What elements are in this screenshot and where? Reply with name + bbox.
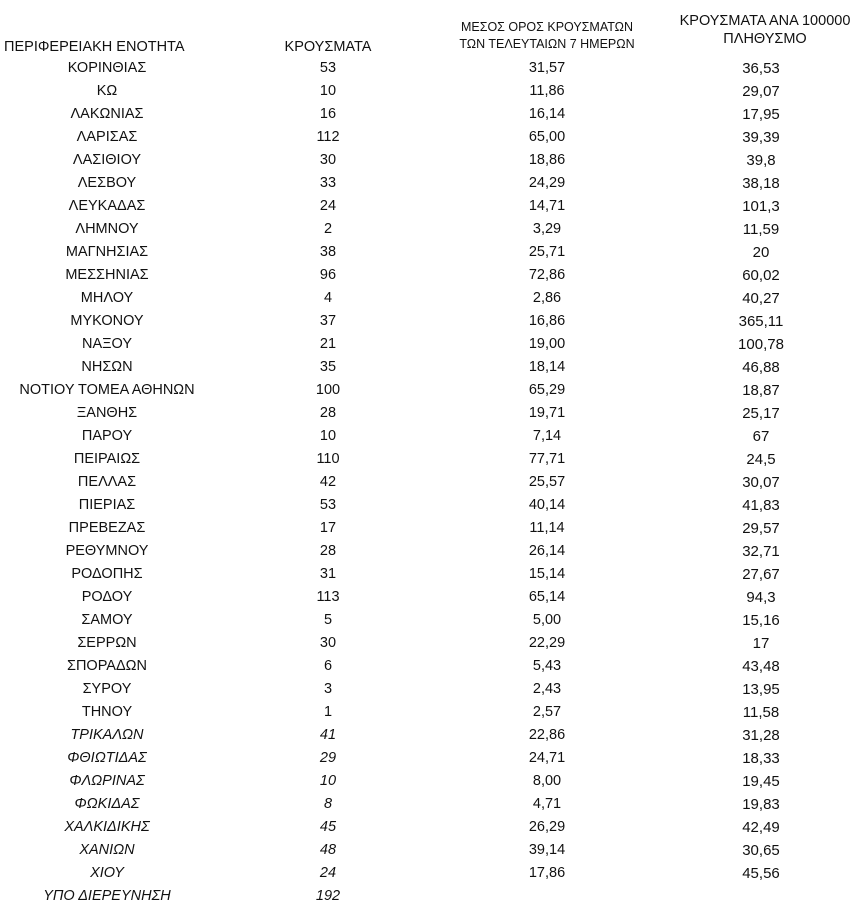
per-100000-cell: 31,28 <box>742 727 780 744</box>
average-cell: 5,00 <box>532 612 562 628</box>
region-cell: ΝΟΤΙΟΥ ΤΟΜΕΑ ΑΘΗΝΩΝ <box>19 382 195 398</box>
cases-cell: 28 <box>319 543 337 559</box>
average-cell: 2,86 <box>532 290 562 306</box>
cases-cell: 42 <box>319 474 337 490</box>
cases-cell: 30 <box>319 635 337 651</box>
header-per-line1: ΚΡΟΥΣΜΑΤΑ ΑΝΑ 100000 <box>679 13 851 29</box>
average-cell: 5,43 <box>532 658 562 674</box>
per-100000-cell: 18,87 <box>742 382 780 399</box>
average-cell: 65,00 <box>528 129 566 145</box>
per-100000-cell: 18,33 <box>742 750 780 767</box>
per-100000-cell: 39,8 <box>746 152 776 169</box>
cases-cell: 16 <box>319 106 337 122</box>
per-100000-cell: 67 <box>752 428 770 445</box>
average-cell: 39,14 <box>528 842 566 858</box>
average-cell: 11,14 <box>529 520 565 536</box>
region-cell: ΡΟΔΟΠΗΣ <box>71 566 143 582</box>
average-cell: 25,57 <box>528 474 566 490</box>
table-row <box>0 817 868 840</box>
region-cell: ΜΕΣΣΗΝΙΑΣ <box>65 267 149 283</box>
average-cell: 65,29 <box>528 382 566 398</box>
average-cell: 40,14 <box>528 497 566 513</box>
table-row <box>0 725 868 748</box>
average-cell: 77,71 <box>528 451 566 467</box>
table-row <box>0 495 868 518</box>
data-table <box>0 58 868 909</box>
cases-cell: 28 <box>319 405 337 421</box>
table-row <box>0 702 868 725</box>
average-cell: 18,14 <box>528 359 566 375</box>
table-row <box>0 748 868 771</box>
cases-cell: 10 <box>319 83 337 99</box>
region-cell: ΧΑΛΚΙΔΙΚΗΣ <box>64 819 150 835</box>
average-cell: 72,86 <box>528 267 566 283</box>
region-cell: ΣΑΜΟΥ <box>81 612 133 628</box>
region-cell: ΦΛΩΡΙΝΑΣ <box>69 773 145 789</box>
average-cell: 16,86 <box>528 313 566 329</box>
table-row <box>0 380 868 403</box>
table-row <box>0 840 868 863</box>
cases-cell: 6 <box>323 658 333 674</box>
per-100000-cell: 101,3 <box>742 198 780 215</box>
cases-cell: 8 <box>323 796 333 812</box>
table-row <box>0 656 868 679</box>
per-100000-cell: 32,71 <box>742 543 780 560</box>
per-100000-cell: 39,39 <box>742 129 780 146</box>
per-100000-cell: 42,49 <box>742 819 780 836</box>
header-per-line2: ΠΛΗΘΥΣΜΟ <box>723 31 807 47</box>
table-row <box>0 150 868 173</box>
region-cell: ΛΑΚΩΝΙΑΣ <box>70 106 144 122</box>
table-row <box>0 587 868 610</box>
header-average-line2: ΤΩΝ ΤΕΛΕΥΤΑΙΩΝ 7 ΗΜΕΡΩΝ <box>459 37 635 51</box>
cases-cell: 33 <box>319 175 337 191</box>
table-row <box>0 403 868 426</box>
table-row <box>0 58 868 81</box>
average-cell: 3,29 <box>532 221 562 237</box>
table-row <box>0 334 868 357</box>
average-cell: 19,71 <box>528 405 566 421</box>
average-cell: 19,00 <box>528 336 566 352</box>
per-100000-cell: 15,16 <box>742 612 780 629</box>
cases-cell: 10 <box>319 773 337 789</box>
table-row <box>0 81 868 104</box>
per-100000-cell: 40,27 <box>742 290 780 307</box>
average-cell: 4,71 <box>532 796 562 812</box>
per-100000-cell: 11,59 <box>742 221 780 238</box>
per-100000-cell: 29,57 <box>742 520 780 537</box>
region-cell: ΣΕΡΡΩΝ <box>77 635 137 651</box>
cases-cell: 100 <box>315 382 341 398</box>
region-cell: ΛΕΣΒΟΥ <box>77 175 137 191</box>
table-row <box>0 771 868 794</box>
cases-cell: 53 <box>319 60 337 76</box>
cases-cell: 30 <box>319 152 337 168</box>
average-cell: 8,00 <box>532 773 562 789</box>
per-100000-cell: 30,07 <box>742 474 780 491</box>
region-cell: ΠΙΕΡΙΑΣ <box>78 497 136 513</box>
cases-cell: 41 <box>319 727 337 743</box>
region-cell: ΠΕΛΛΑΣ <box>77 474 137 490</box>
per-100000-cell: 38,18 <box>742 175 780 192</box>
region-cell: ΛΑΡΙΣΑΣ <box>76 129 138 145</box>
average-cell: 22,86 <box>528 727 566 743</box>
table-row <box>0 311 868 334</box>
table-row <box>0 173 868 196</box>
average-cell: 18,86 <box>528 152 566 168</box>
per-100000-cell: 25,17 <box>742 405 780 422</box>
average-cell: 24,29 <box>528 175 566 191</box>
region-cell: ΝΗΣΩΝ <box>81 359 133 375</box>
average-cell: 31,57 <box>528 60 566 76</box>
per-100000-cell: 41,83 <box>742 497 780 514</box>
header-cases: ΚΡΟΥΣΜΑΤΑ <box>284 39 372 55</box>
table-row <box>0 564 868 587</box>
average-cell: 26,14 <box>528 543 566 559</box>
table-row <box>0 541 868 564</box>
table-row <box>0 886 868 909</box>
header-average-line1: ΜΕΣΟΣ ΟΡΟΣ ΚΡΟΥΣΜΑΤΩΝ <box>460 20 634 34</box>
table-row <box>0 449 868 472</box>
average-cell: 22,29 <box>528 635 566 651</box>
cases-cell: 53 <box>319 497 337 513</box>
table-row <box>0 288 868 311</box>
cases-cell: 113 <box>316 589 340 605</box>
table-row <box>0 357 868 380</box>
per-100000-cell: 365,11 <box>738 313 784 330</box>
cases-cell: 24 <box>319 865 337 881</box>
cases-cell: 2 <box>323 221 333 237</box>
region-cell: ΜΥΚΟΝΟΥ <box>70 313 144 329</box>
region-cell: ΤΗΝΟΥ <box>81 704 133 720</box>
table-row <box>0 426 868 449</box>
region-cell: ΧΙΟΥ <box>90 865 124 881</box>
average-cell: 2,43 <box>532 681 562 697</box>
per-100000-cell: 19,45 <box>742 773 780 790</box>
per-100000-cell: 29,07 <box>742 83 780 100</box>
average-cell: 17,86 <box>528 865 566 881</box>
table-row <box>0 610 868 633</box>
average-cell: 26,29 <box>528 819 566 835</box>
region-cell: ΦΘΙΩΤΙΔΑΣ <box>67 750 147 766</box>
region-cell: ΜΗΛΟΥ <box>80 290 134 306</box>
cases-cell: 35 <box>319 359 337 375</box>
average-cell: 7,14 <box>532 428 562 444</box>
cases-cell: 3 <box>323 681 333 697</box>
region-cell: ΠΑΡΟΥ <box>81 428 133 444</box>
per-100000-cell: 13,95 <box>742 681 780 698</box>
region-cell: ΦΩΚΙΔΑΣ <box>74 796 140 812</box>
cases-cell: 21 <box>319 336 337 352</box>
region-cell: ΛΕΥΚΑΔΑΣ <box>68 198 146 214</box>
per-100000-cell: 30,65 <box>742 842 780 859</box>
per-100000-cell: 94,3 <box>746 589 776 606</box>
cases-cell: 112 <box>316 129 340 145</box>
table-row <box>0 794 868 817</box>
per-100000-cell: 100,78 <box>738 336 784 353</box>
cases-cell: 24 <box>319 198 337 214</box>
per-100000-cell: 11,58 <box>742 704 780 721</box>
cases-cell: 38 <box>319 244 337 260</box>
table-row <box>0 265 868 288</box>
cases-cell: 110 <box>316 451 340 467</box>
per-100000-cell: 19,83 <box>742 796 780 813</box>
header-region: ΠΕΡΙΦΕΡΕΙΑΚΗ ΕΝΟΤΗΤΑ <box>4 39 185 55</box>
cases-cell: 48 <box>319 842 337 858</box>
region-cell: ΡΕΘΥΜΝΟΥ <box>65 543 149 559</box>
cases-cell: 31 <box>319 566 337 582</box>
average-cell: 2,57 <box>532 704 562 720</box>
region-cell: ΝΑΞΟΥ <box>81 336 133 352</box>
cases-cell: 37 <box>319 313 337 329</box>
average-cell: 25,71 <box>528 244 566 260</box>
cases-cell: 4 <box>323 290 333 306</box>
header-average-7-days <box>446 19 648 53</box>
per-100000-cell: 24,5 <box>746 451 776 468</box>
table-row <box>0 104 868 127</box>
cases-cell: 29 <box>319 750 337 766</box>
header-cases-per-100000 <box>660 12 868 48</box>
cases-cell: 5 <box>323 612 333 628</box>
region-cell: ΡΟΔΟΥ <box>81 589 133 605</box>
table-row <box>0 196 868 219</box>
average-cell: 65,14 <box>528 589 566 605</box>
cases-cell: 1 <box>323 704 333 720</box>
region-cell: ΣΥΡΟΥ <box>82 681 132 697</box>
average-cell: 24,71 <box>528 750 566 766</box>
table-row <box>0 242 868 265</box>
average-cell: 14,71 <box>528 198 566 214</box>
per-100000-cell: 17 <box>752 635 770 652</box>
region-cell: ΠΕΙΡΑΙΩΣ <box>73 451 141 467</box>
region-cell: ΛΑΣΙΘΙΟΥ <box>72 152 142 168</box>
region-cell: ΚΩ <box>96 83 118 99</box>
per-100000-cell: 17,95 <box>742 106 780 123</box>
per-100000-cell: 46,88 <box>742 359 780 376</box>
region-cell: ΛΗΜΝΟΥ <box>75 221 139 237</box>
region-cell: ΧΑΝΙΩΝ <box>79 842 135 858</box>
per-100000-cell: 43,48 <box>742 658 780 675</box>
region-cell: ΜΑΓΝΗΣΙΑΣ <box>65 244 149 260</box>
cases-cell: 96 <box>319 267 337 283</box>
average-cell: 15,14 <box>528 566 566 582</box>
average-cell: 16,14 <box>528 106 566 122</box>
per-100000-cell: 27,67 <box>742 566 780 583</box>
cases-cell: 192 <box>315 888 341 904</box>
per-100000-cell: 20 <box>752 244 770 261</box>
table-row <box>0 127 868 150</box>
table-row <box>0 518 868 541</box>
per-100000-cell: 60,02 <box>742 267 780 284</box>
per-100000-cell: 45,56 <box>742 865 780 882</box>
table-row <box>0 219 868 242</box>
table-row <box>0 863 868 886</box>
cases-cell: 45 <box>319 819 337 835</box>
per-100000-cell: 36,53 <box>742 60 780 77</box>
average-cell: 11,86 <box>529 83 565 99</box>
region-cell: ΠΡΕΒΕΖΑΣ <box>68 520 146 536</box>
table-row <box>0 679 868 702</box>
cases-cell: 10 <box>319 428 337 444</box>
region-cell: ΚΟΡΙΝΘΙΑΣ <box>67 60 147 76</box>
region-cell: ΥΠΟ ΔΙΕΡΕΥΝΗΣΗ <box>43 888 171 904</box>
table-row <box>0 633 868 656</box>
cases-cell: 17 <box>319 520 337 536</box>
region-cell: ΤΡΙΚΑΛΩΝ <box>70 727 144 743</box>
region-cell: ΞΑΝΘΗΣ <box>76 405 138 421</box>
region-cell: ΣΠΟΡΑΔΩΝ <box>67 658 147 674</box>
table-row <box>0 472 868 495</box>
